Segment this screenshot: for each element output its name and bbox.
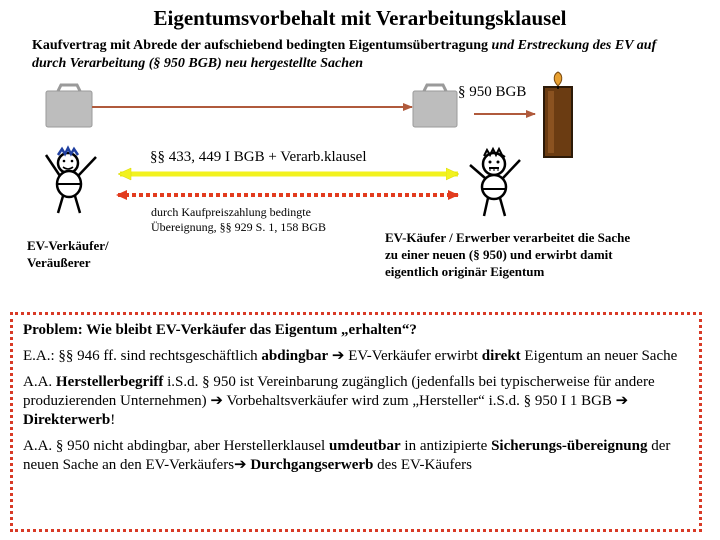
seller-label	[27, 237, 109, 271]
text-run: ➔ EV-Verkäufer erwirbt	[328, 348, 482, 364]
problem-heading-text: Problem: Wie bleibt EV-Verkäufer das Eigentum „erhalten“?	[23, 322, 417, 338]
text-run-bold: umdeutbar	[328, 438, 401, 454]
suitcase-icon	[413, 85, 457, 127]
text-run-bold: Durchgangserwerb	[250, 457, 374, 473]
buyer-label-line: eigentlich originär Eigentum	[385, 264, 545, 279]
candle-icon	[544, 72, 572, 157]
claim-label: §§ 433, 449 I BGB + Verarb.klausel	[150, 149, 367, 165]
buyer-label	[385, 229, 705, 280]
text-run: der neuen Sache an den EV-Verkäufers➔	[23, 438, 671, 473]
buyer-label-line: EV-Käufer / Erwerber verarbeitet die Sache	[385, 230, 631, 245]
stick-figure-buyer-icon	[470, 149, 520, 216]
problem-heading	[23, 321, 689, 340]
text-run-bold: direkt	[481, 348, 521, 364]
text-run: Eigentum an neuer Sache	[520, 348, 678, 364]
text-run: des EV-Käufers	[373, 457, 472, 473]
seller-label-line: Veräußerer	[27, 255, 91, 270]
stick-figure-seller-icon	[46, 148, 96, 213]
text-run: A.A. § 950 nicht abdingbar, aber Herstellerklausel	[23, 438, 329, 454]
text-run: in antizipierte	[400, 438, 492, 454]
page-title: Eigentumsvorbehalt mit Verarbeitungsklausel	[153, 6, 567, 30]
text-run-bold: Herstellerbegriff	[55, 374, 164, 390]
subtitle-bold: Kaufvertrag mit Abrede der aufschiebend bedingten Eigentumsübertragung	[32, 38, 492, 53]
opinion-1	[23, 347, 689, 366]
transfer-label	[151, 205, 326, 235]
text-run-bold: Direkterwerb	[23, 412, 111, 428]
transformation-label: § 950 BGB	[458, 84, 527, 100]
text-run: E.A.: §§ 946 ff. sind rechtsgeschäftlich	[23, 348, 262, 364]
opinion-2	[23, 373, 689, 430]
problem-box	[10, 312, 702, 532]
opinion-3	[23, 437, 689, 475]
seller-label-line: EV-Verkäufer/	[27, 238, 109, 253]
text-run: !	[110, 412, 116, 428]
transfer-label-line: durch Kaufpreiszahlung bedingte	[151, 205, 311, 219]
text-run: i.S.d. § 950 ist Vereinbarung zugänglich (jedenfalls bei typischerweise für andere produzierenden Unternehmen) ➔ Vorbehaltsverkäufer wird zum „Hersteller“ i.S.d. § 950 I 1 BGB ➔	[23, 374, 655, 409]
subtitle-italic: und Erstreckung des EV auf durch Verarbeitung (§ 950 BGB) neu hergestellte Sachen	[32, 38, 657, 71]
text-run: A.A.	[23, 374, 56, 390]
transfer-label-line: Übereignung, §§ 929 S. 1, 158 BGB	[151, 220, 326, 234]
text-run-bold: Sicherungs-übereignung	[491, 438, 648, 454]
buyer-label-line: zu einer neuen (§ 950) und erwirbt damit	[385, 247, 613, 262]
text-run-bold: abdingbar	[261, 348, 329, 364]
suitcase-icon	[46, 85, 92, 127]
